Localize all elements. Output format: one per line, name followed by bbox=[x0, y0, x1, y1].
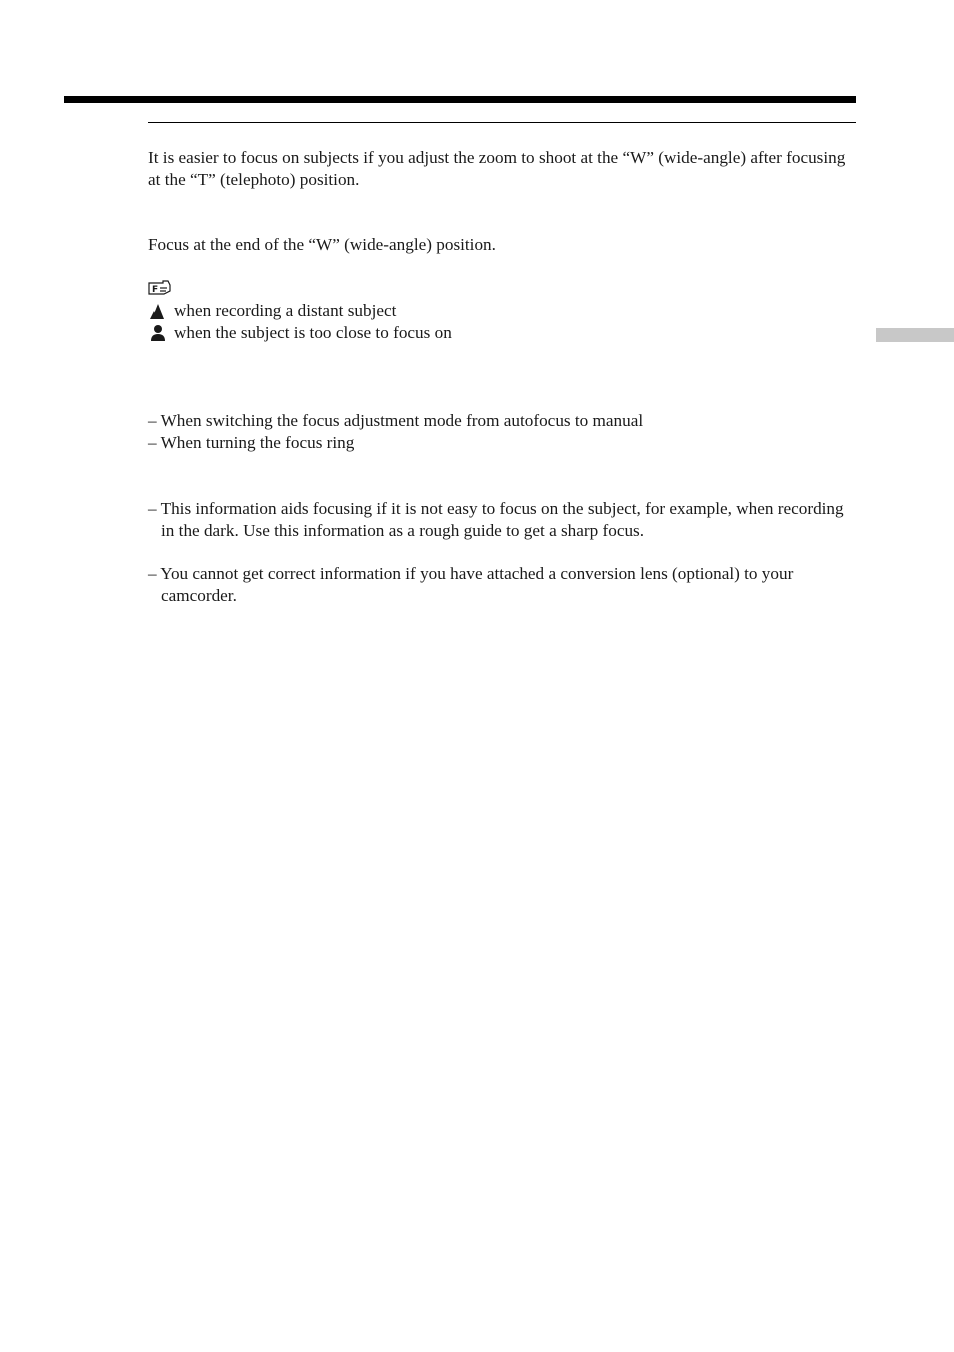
person-icon bbox=[148, 324, 168, 342]
zoom-tip-paragraph: It is easier to focus on subjects if you adjust the zoom to shoot at the “W” (wide-angle) after focusing at the “T” (telephoto) position. bbox=[148, 148, 846, 189]
header-rule bbox=[64, 96, 856, 103]
list-item: – This information aids focusing if it is not easy to focus on the subject, for example, when recording in the dark. Use this information as a rough guide to get a sharp focus. bbox=[148, 499, 844, 540]
close-subject-label: when the subject is too close to focus on bbox=[174, 323, 452, 342]
manual-focus-icon bbox=[148, 279, 168, 297]
section-tab-marker bbox=[876, 328, 954, 342]
section-rule bbox=[148, 122, 856, 123]
distant-subject-label: when recording a distant subject bbox=[174, 301, 397, 320]
distant-subject-indicator bbox=[148, 300, 396, 322]
list-item: – When turning the focus ring bbox=[148, 433, 355, 452]
wide-angle-tip-paragraph: Focus at the end of the “W” (wide-angle) position. bbox=[148, 235, 496, 254]
list-item: – When switching the focus adjustment mode from autofocus to manual bbox=[148, 411, 644, 430]
close-subject-indicator bbox=[148, 322, 452, 344]
mountain-icon bbox=[148, 302, 168, 320]
svg-text:F: F bbox=[152, 285, 159, 295]
manual-focus-indicator bbox=[148, 279, 174, 297]
list-item: – You cannot get correct information if you have attached a conversion lens (optional) to your camcorder. bbox=[148, 564, 794, 605]
